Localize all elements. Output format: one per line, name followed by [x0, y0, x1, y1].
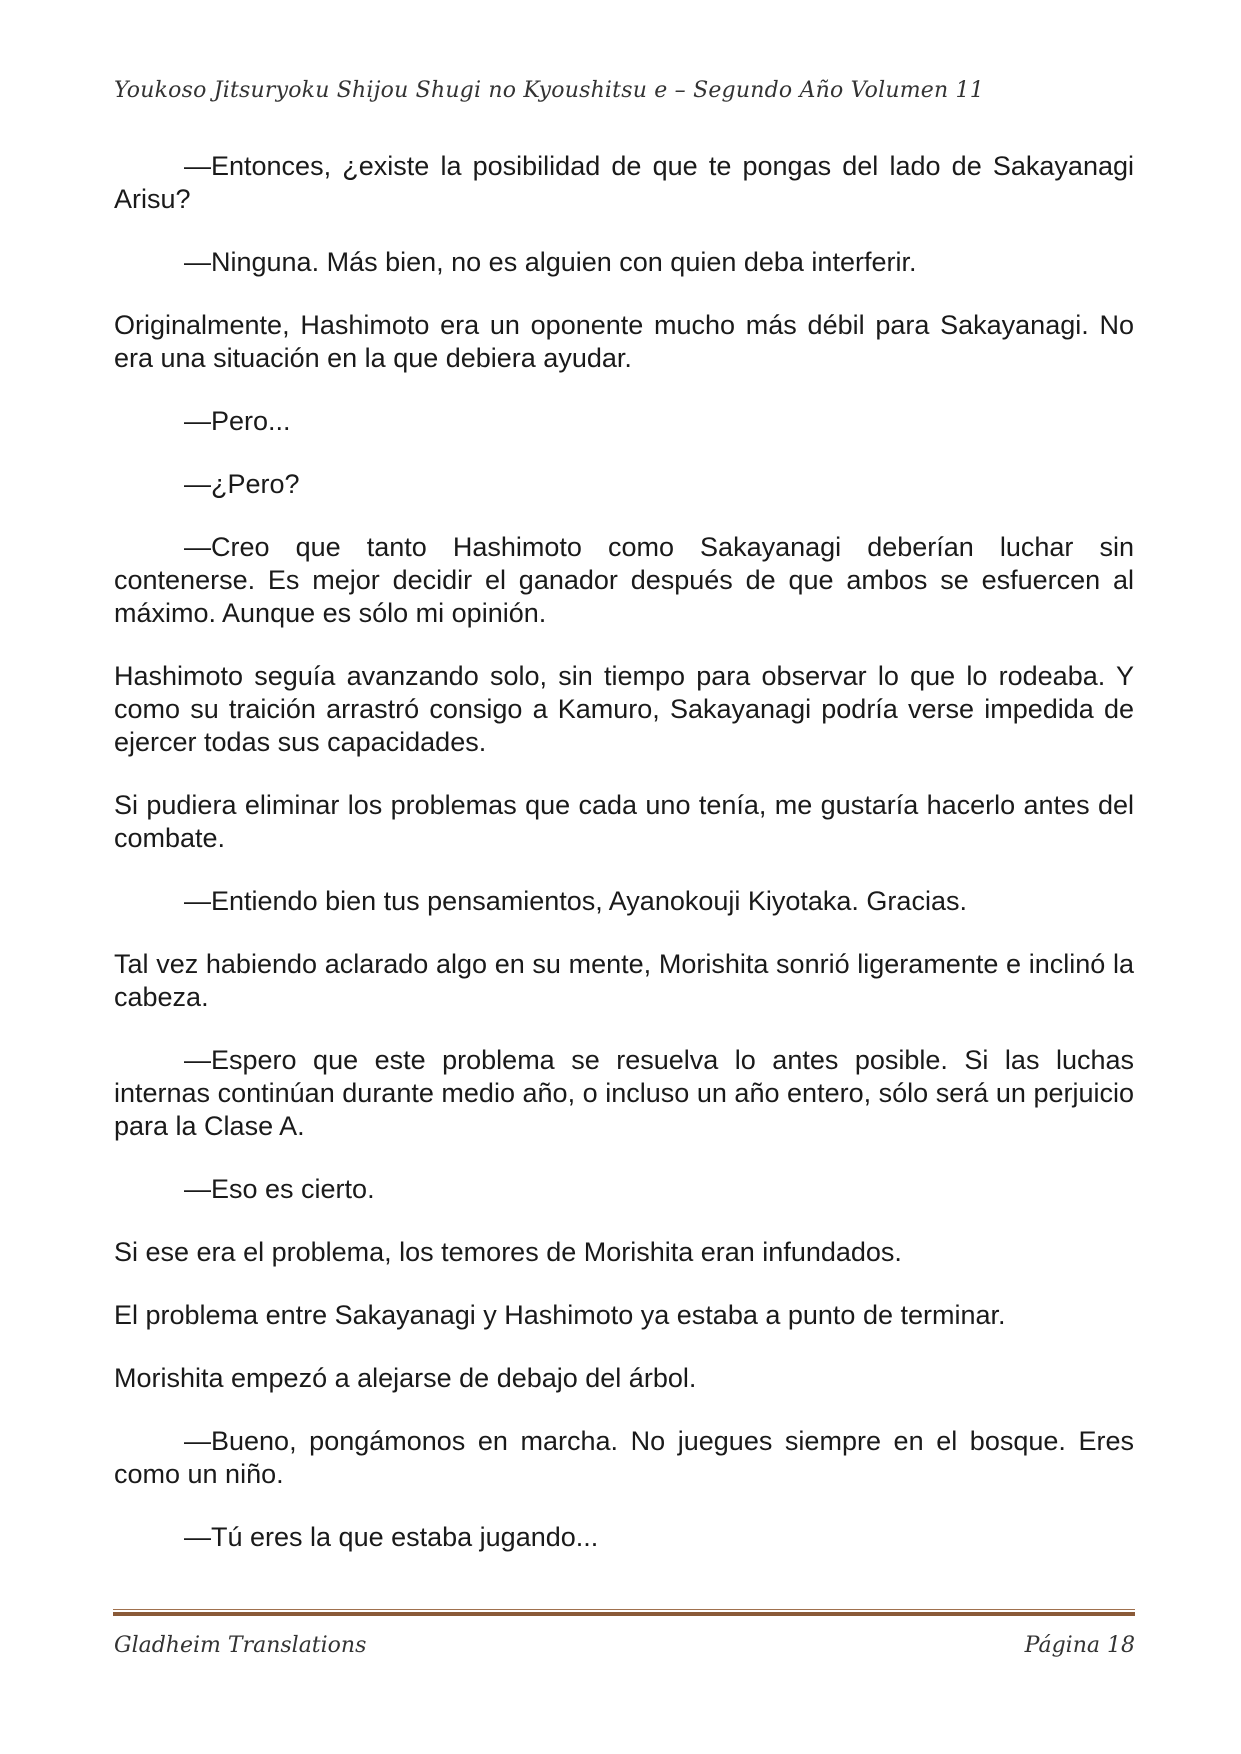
dialogue-paragraph: —Entonces, ¿existe la posibilidad de que te pongas del lado de Sakayanagi Arisu? [114, 151, 1134, 214]
dialogue-paragraph: —Creo que tanto Hashimoto como Sakayanagi deberían luchar sin contenerse. Es mejor decidir el ganador después de que ambos se esfuercen al máximo. Aunque es sólo mi opinión. [114, 532, 1134, 628]
dialogue-paragraph: —Bueno, pongámonos en marcha. No juegues siempre en el bosque. Eres como un niño. [114, 1426, 1134, 1489]
footer-translator-credit: Gladheim Translations [114, 1633, 367, 1658]
dialogue-paragraph: —Ninguna. Más bien, no es alguien con quien deba interferir. [184, 247, 917, 277]
footer-divider [113, 1609, 1135, 1616]
narration-paragraph: El problema entre Sakayanagi y Hashimoto ya estaba a punto de terminar. [114, 1300, 1006, 1330]
page-header-title: Youkoso Jitsuryoku Shijou Shugi no Kyoushitsu e – Segundo Año Volumen 11 [114, 78, 984, 103]
footer-divider-thick [113, 1612, 1135, 1616]
narration-paragraph: Originalmente, Hashimoto era un oponente mucho más débil para Sakayanagi. No era una situación en la que debiera ayudar. [114, 310, 1134, 373]
dialogue-paragraph: —Entiendo bien tus pensamientos, Ayanokouji Kiyotaka. Gracias. [184, 886, 967, 916]
document-body [114, 150, 1134, 1584]
narration-paragraph: Hashimoto seguía avanzando solo, sin tiempo para observar lo que lo rodeaba. Y como su traición arrastró consigo a Kamuro, Sakayanagi podría verse impedida de ejercer todas sus capacidades. [114, 661, 1134, 757]
dialogue-paragraph: —Espero que este problema se resuelva lo antes posible. Si las luchas internas continúan durante medio año, o incluso un año entero, sólo será un perjuicio para la Clase A. [114, 1045, 1134, 1141]
dialogue-paragraph: —Tú eres la que estaba jugando... [184, 1522, 599, 1552]
footer-page-number: Página 18 [1024, 1633, 1135, 1658]
dialogue-paragraph: —Eso es cierto. [184, 1174, 375, 1204]
narration-paragraph: Si ese era el problema, los temores de Morishita eran infundados. [114, 1237, 902, 1267]
dialogue-paragraph: —¿Pero? [184, 469, 300, 499]
narration-paragraph: Morishita empezó a alejarse de debajo del árbol. [114, 1363, 697, 1393]
narration-paragraph: Si pudiera eliminar los problemas que cada uno tenía, me gustaría hacerlo antes del combate. [114, 790, 1134, 853]
dialogue-paragraph: —Pero... [184, 406, 291, 436]
footer-divider-thin [113, 1609, 1135, 1610]
narration-paragraph: Tal vez habiendo aclarado algo en su mente, Morishita sonrió ligeramente e inclinó la cabeza. [114, 949, 1134, 1012]
